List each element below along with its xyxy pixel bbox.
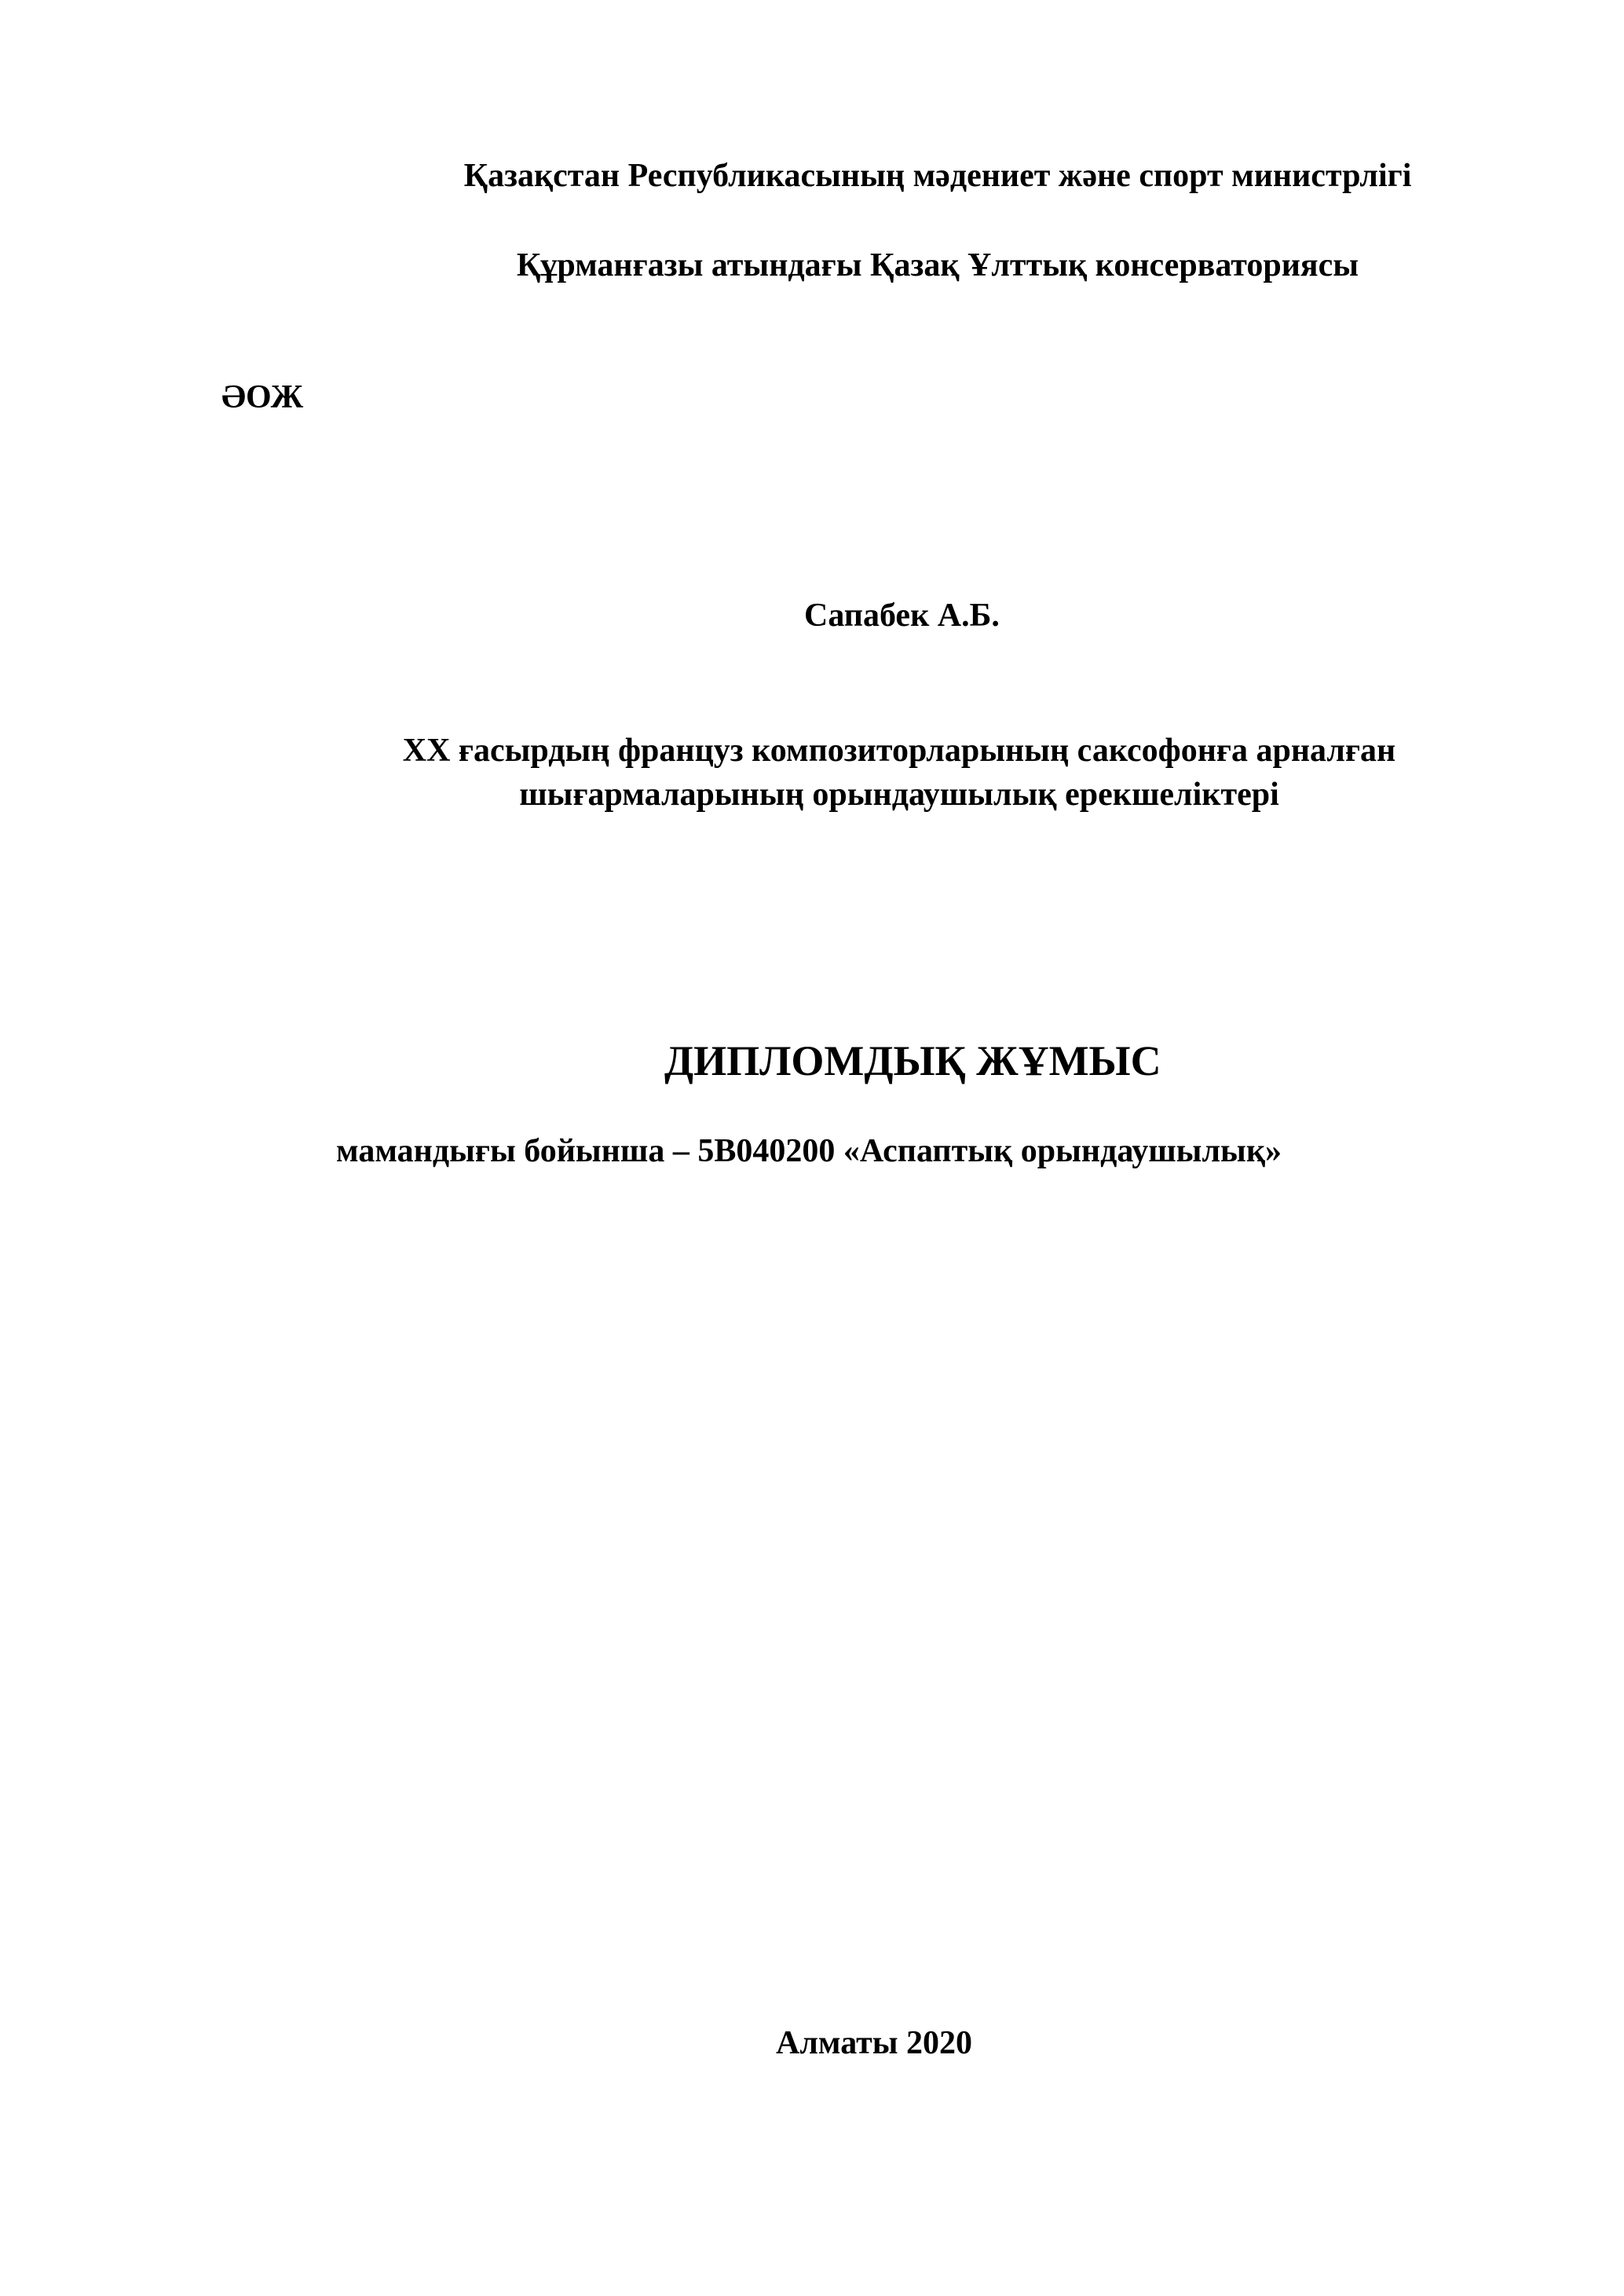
- thesis-title-line-2: шығармаларының орындаушылық ерекшеліктері: [519, 777, 1279, 813]
- city-year: Алматы 2020: [776, 2025, 973, 2061]
- ministry-heading: Қазақстан Республикасының мәдениет және спорт министрлігі: [463, 158, 1412, 194]
- thesis-title: [314, 729, 1484, 817]
- udc-label: ӘОЖ: [221, 379, 304, 415]
- specialty-line: мамандығы бойынша – 5В040200 «Аспаптық орындаушылық»: [336, 1133, 1282, 1169]
- thesis-title-line-1: ХХ ғасырдың француз композиторларының саксофонға арналған: [402, 733, 1396, 769]
- conservatory-heading: Құрманғазы атындағы Қазақ Ұлттық консерваториясы: [516, 247, 1359, 283]
- author-name: Сапабек А.Б.: [804, 598, 1000, 634]
- document-type: ДИПЛОМДЫҚ ЖҰМЫС: [664, 1037, 1161, 1084]
